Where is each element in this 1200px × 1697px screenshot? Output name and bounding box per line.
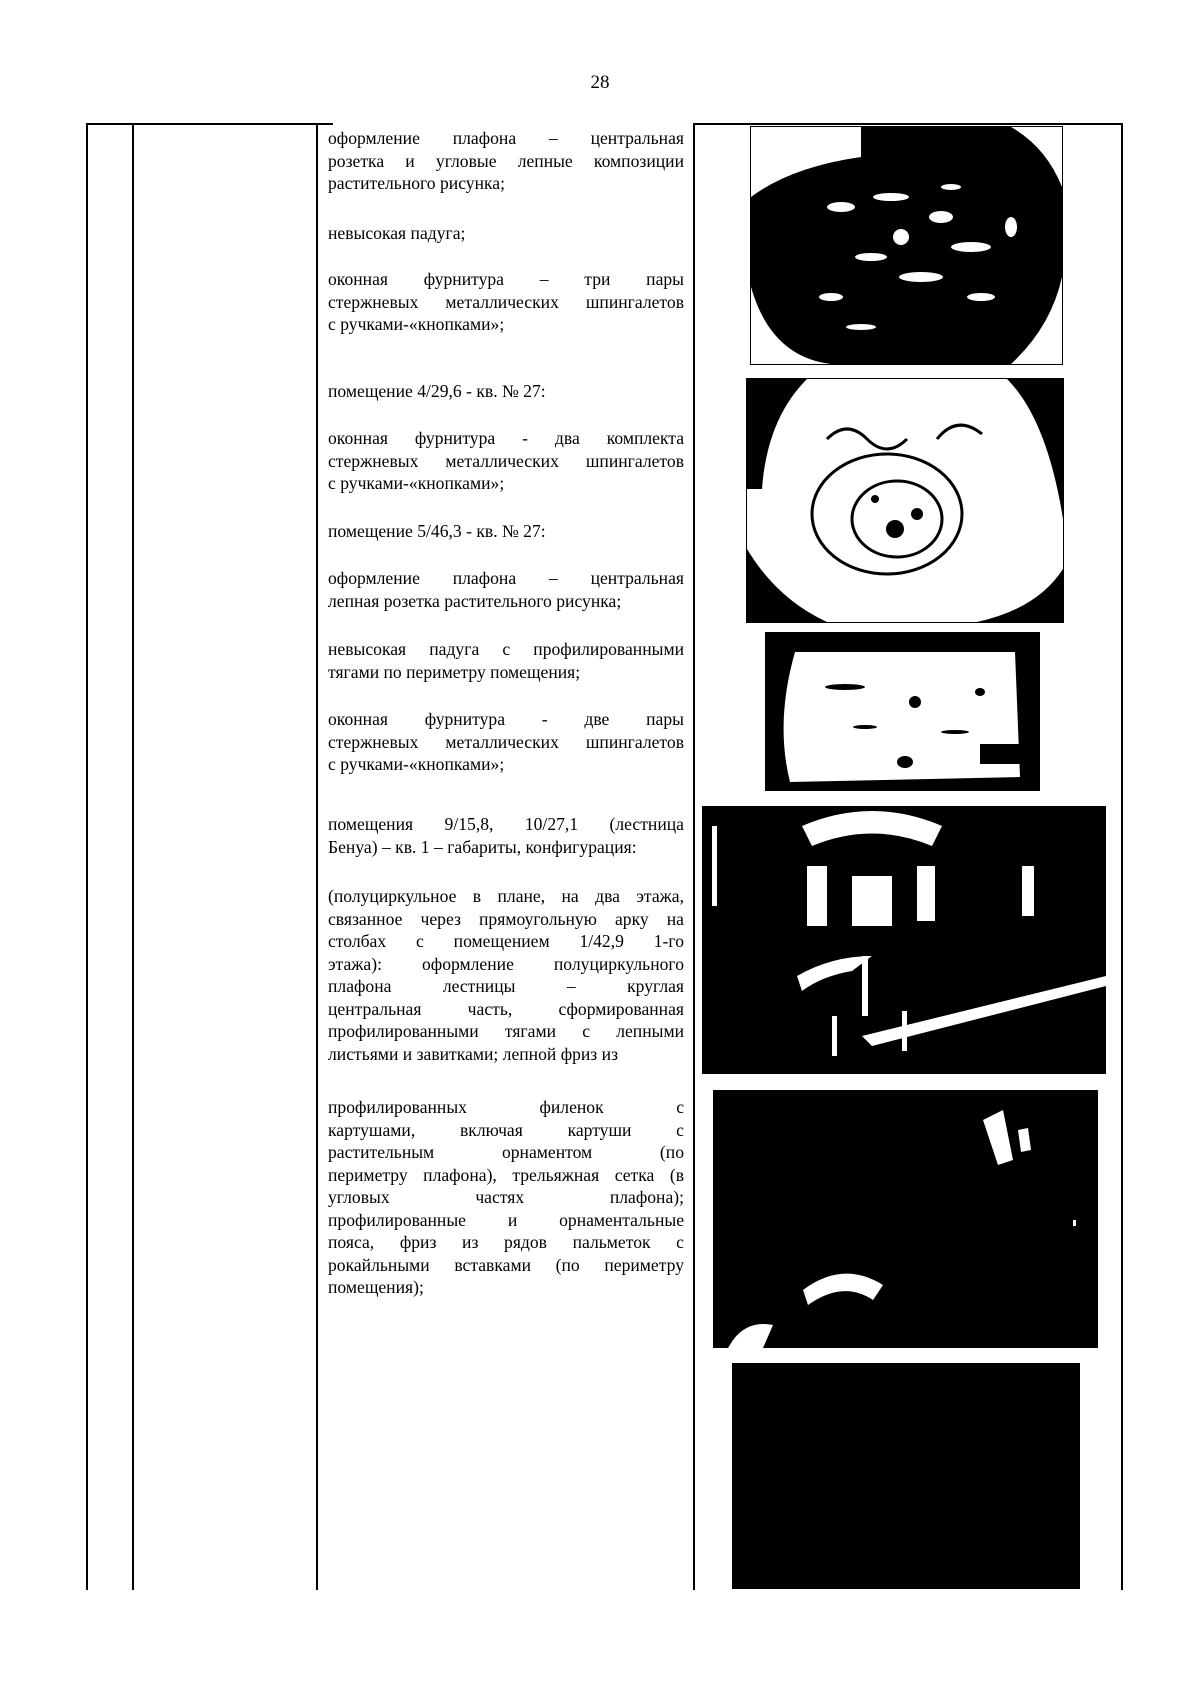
text-line: Бенуа) – кв. 1 – габариты, конфигурация: — [328, 836, 637, 857]
text-line: рокайльными вставками (по периметру — [328, 1254, 684, 1275]
text-line: растительного рисунка; — [328, 173, 505, 193]
text-line: помещение 4/29,6 - кв. № 27: — [328, 381, 546, 401]
text-line: картушами, включая картуши с — [328, 1119, 684, 1140]
text-line: невысокая падуга с профилированными — [328, 639, 684, 659]
text-line: листьями и завитками; лепной фриз из — [328, 1043, 619, 1064]
photo-ceiling-rosette-2 — [746, 378, 1064, 623]
paragraph-window-fittings-2 — [328, 427, 684, 495]
table-col-rule-1 — [86, 124, 88, 1590]
paragraph-room-5 — [328, 520, 684, 543]
text-line: центральная часть, сформированная — [328, 998, 684, 1019]
text-line: (полуциркульное в плане, на два этажа, — [328, 886, 684, 906]
text-line: стержневых металлических шпингалетов — [328, 291, 684, 312]
paragraph-window-fittings-3 — [328, 708, 684, 776]
text-line: профилированными тягами с лепными — [328, 1021, 684, 1041]
table-col-rule-2 — [132, 124, 134, 1590]
photo-ceiling-dark-1 — [713, 1090, 1098, 1348]
text-line: профилированные и орнаментальные — [328, 1209, 684, 1230]
text-line: тягами по периметру помещения; — [328, 661, 581, 682]
page-number: 28 — [590, 72, 610, 93]
text-line: столбах с помещением 1/42,9 1-го — [328, 931, 684, 951]
photo-staircase-benois — [702, 806, 1106, 1074]
text-line: помещения 9/15,8, 10/27,1 (лестница — [328, 814, 684, 834]
paragraph-rooms-9-10 — [328, 813, 684, 858]
text-line: пояса, фриз из рядов пальметок с — [328, 1232, 684, 1252]
paragraph-panels-description — [328, 1096, 684, 1299]
text-line: оконная фурнитура - два комплекта — [328, 428, 684, 448]
text-line: растительным орнаментом (по — [328, 1142, 684, 1162]
text-line: помещения); — [328, 1277, 424, 1297]
table-col-rule-4 — [693, 124, 695, 1590]
text-line: с ручками-«кнопками»; — [328, 314, 505, 334]
text-line: с ручками-«кнопками»; — [328, 754, 505, 774]
table-col-rule-5 — [1121, 124, 1123, 1590]
photo-ceiling-dark-2 — [732, 1363, 1080, 1589]
text-line: лепная розетка растительного рисунка; — [328, 590, 622, 611]
text-line: угловых частях плафона); — [328, 1187, 684, 1207]
table-col-rule-3 — [316, 124, 318, 1590]
text-line: периметру плафона), трельяжная сетка (в — [328, 1164, 684, 1185]
paragraph-plafond-1 — [328, 127, 684, 195]
paragraph-staircase-description — [328, 885, 684, 1065]
text-line: с ручками-«кнопками»; — [328, 473, 505, 493]
text-line: оконная фурнитура – три пары — [328, 269, 684, 289]
text-line: стержневых металлических шпингалетов — [328, 450, 684, 471]
table-top-border-left — [86, 123, 333, 125]
paragraph-plafond-2 — [328, 567, 684, 612]
text-line: профилированных филенок с — [328, 1097, 684, 1117]
paragraph-paduga-2 — [328, 638, 684, 683]
paragraph-window-fittings-1 — [328, 268, 684, 336]
text-line: помещение 5/46,3 - кв. № 27: — [328, 521, 546, 541]
text-line: невысокая падуга; — [328, 223, 466, 243]
paragraph-room-4 — [328, 380, 684, 403]
paragraph-paduga-1 — [328, 222, 684, 245]
text-line: этажа): оформление полуциркульного — [328, 953, 684, 974]
text-line: плафона лестницы – круглая — [328, 976, 684, 996]
text-line: розетка и угловые лепные композиции — [328, 150, 684, 171]
text-line: стержневых металлических шпингалетов — [328, 731, 684, 752]
text-line: оформление плафона – центральная — [328, 128, 684, 148]
photo-ceiling-rosette-3 — [765, 632, 1040, 791]
table-top-border-right — [693, 123, 1123, 125]
text-line: оформление плафона – центральная — [328, 568, 684, 588]
text-line: оконная фурнитура - две пары — [328, 709, 684, 729]
text-line: связанное через прямоугольную арку на — [328, 908, 684, 929]
photo-ceiling-rosette-1 — [750, 126, 1063, 365]
